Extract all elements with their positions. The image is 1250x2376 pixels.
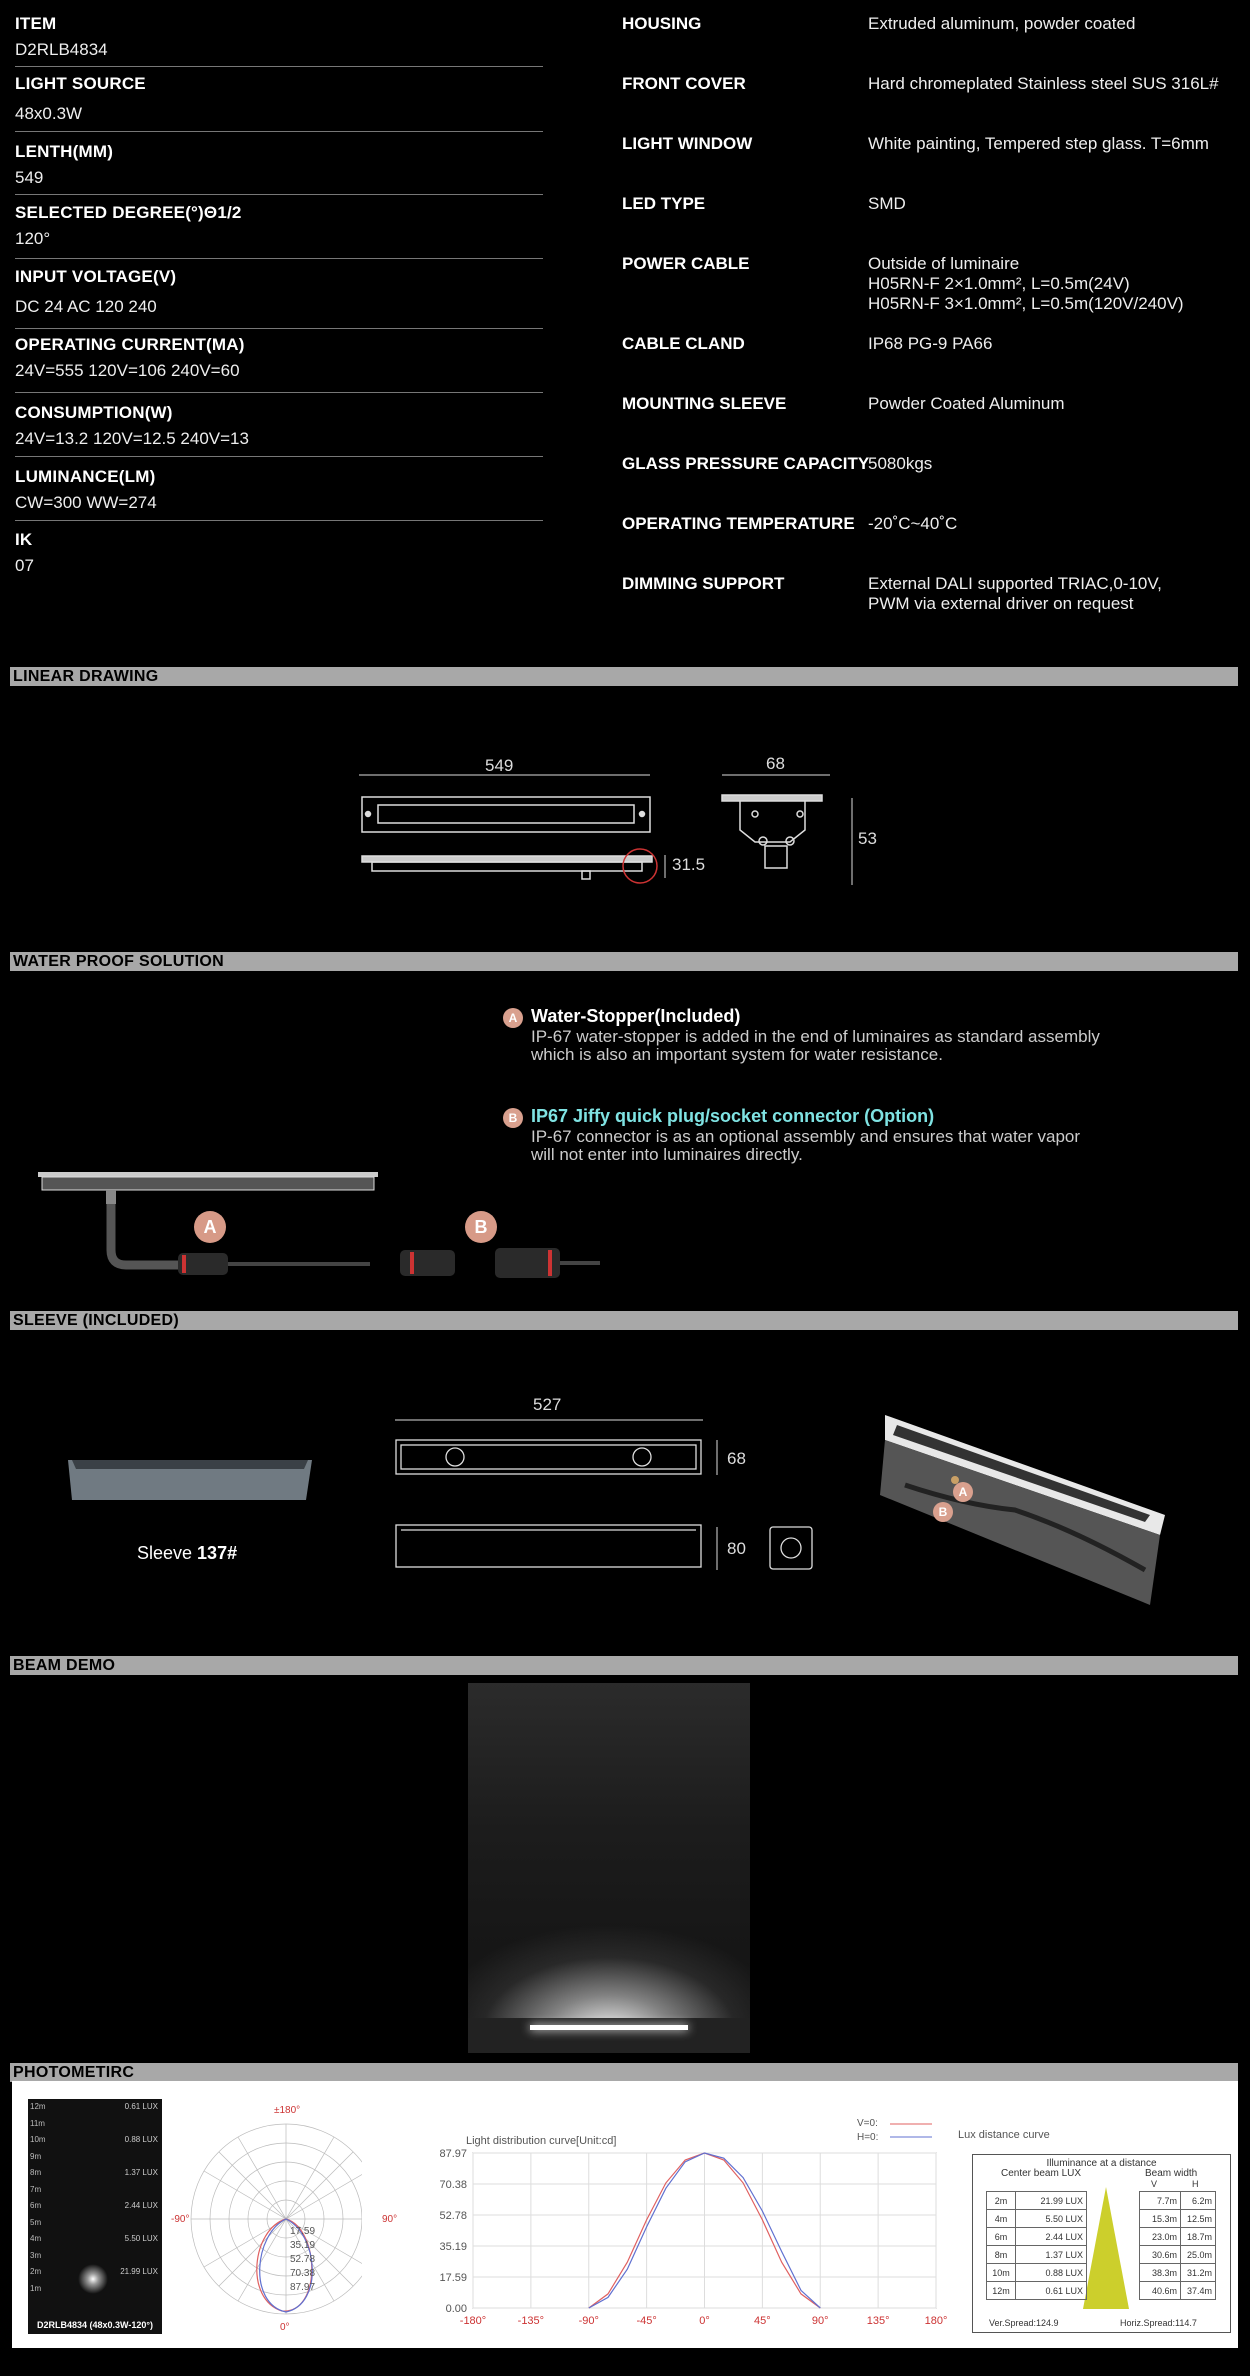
lux-value-label: 1.37 LUX <box>124 2168 158 2177</box>
table-row <box>987 2264 1216 2282</box>
spec-value: Powder Coated Aluminum <box>868 394 1065 413</box>
polar-radial-value: 35.19 <box>290 2240 316 2251</box>
y-tick-label: 70.38 <box>439 2179 467 2191</box>
table-row <box>987 2192 1216 2210</box>
table-row <box>987 2228 1216 2246</box>
spec-label: MOUNTING SLEEVE <box>622 394 787 413</box>
spec-value: 24V=13.2 120V=12.5 240V=13 <box>15 429 249 448</box>
beam-floor <box>468 2018 750 2053</box>
table-cell-d: 6m <box>987 2228 1016 2246</box>
spec-label: DIMMING SUPPORT <box>622 574 785 593</box>
section-header-beam <box>10 1656 1238 1675</box>
spec-label: OPERATING TEMPERATURE <box>622 514 855 533</box>
section-header-sleeve <box>10 1311 1238 1330</box>
lux-image <box>28 2099 162 2334</box>
spec-value: IP68 PG-9 PA66 <box>868 334 993 353</box>
lux-value-label: 2.44 LUX <box>124 2201 158 2210</box>
section-header-waterproof <box>10 952 1238 971</box>
sleeve-badge-b: B <box>933 1502 953 1522</box>
section-title: WATER PROOF SOLUTION <box>13 953 225 970</box>
spec-value: 07 <box>15 556 34 575</box>
spec-label: SELECTED DEGREE(°)Θ1/2 <box>15 203 242 222</box>
spec-item <box>15 530 541 576</box>
x-tick-label: 45° <box>754 2315 771 2327</box>
divider <box>15 131 543 132</box>
lux-scale-label: 1m <box>30 2283 42 2293</box>
divider <box>15 520 543 521</box>
polar-right-label: 90° <box>382 2214 398 2225</box>
x-tick-label: 180° <box>924 2315 948 2327</box>
table-cell-lux: 1.37 LUX <box>1016 2246 1087 2264</box>
sleeve-photo <box>60 1455 320 1505</box>
polar-radial-value: 70.38 <box>290 2268 316 2279</box>
section-title: SLEEVE (INCLUDED) <box>13 1312 179 1329</box>
spec-value: White painting, Tempered step glass. T=6mm <box>868 134 1209 153</box>
lux-table <box>986 2191 1216 2300</box>
polar-left-label: -90° <box>171 2214 190 2225</box>
spec-label: ITEM <box>15 14 57 33</box>
depth-dimension: 31.5 <box>672 855 706 874</box>
spec-item <box>15 74 541 124</box>
divider <box>15 456 543 457</box>
spec-item <box>15 14 541 60</box>
lux-image-caption: D2RLB4834 (48x0.3W-120°) <box>37 2320 153 2330</box>
spec-value: Extruded aluminum, powder coated <box>868 14 1136 33</box>
lux-scale-label: 8m <box>30 2168 42 2177</box>
x-tick-label: 0° <box>699 2315 710 2327</box>
waterproof-illustration <box>30 1165 610 1285</box>
curve-title: Light distribution curve[Unit:cd] <box>466 2135 617 2147</box>
lux-scale-label: 9m <box>30 2151 42 2161</box>
legend-lines <box>872 2117 942 2142</box>
lux-light-spot <box>78 2264 108 2294</box>
badge-a-large: A <box>194 1211 226 1243</box>
table-cell-gap <box>1087 2264 1140 2282</box>
spec-label: INPUT VOLTAGE(V) <box>15 267 177 286</box>
section-header-linear <box>10 667 1238 686</box>
table-cell-d: 10m <box>987 2264 1016 2282</box>
spec-label: OPERATING CURRENT(MA) <box>15 335 245 354</box>
spec-label: POWER CABLE <box>622 254 750 273</box>
spec-label: LUMINANCE(LM) <box>15 467 156 486</box>
ver-spread: Ver.Spread:124.9 <box>989 2318 1059 2328</box>
sleeve-drawing <box>390 1415 820 1580</box>
table-cell-v: 38.3m <box>1140 2264 1181 2282</box>
spec-value-line3: H05RN-F 3×1.0mm², L=0.5m(120V/240V) <box>868 294 1184 313</box>
badge-b-large: B <box>465 1211 497 1243</box>
spec-label: GLASS PRESSURE CAPACITY <box>622 454 870 473</box>
spec-item <box>15 467 541 513</box>
col-center-header: Center beam LUX <box>1001 2168 1082 2179</box>
section-title: BEAM DEMO <box>13 1657 116 1674</box>
lux-value-label: 0.88 LUX <box>124 2135 158 2144</box>
table-cell-gap <box>1087 2282 1140 2300</box>
water-stopper-text: IP-67 water-stopper is added in the end of luminaires as standard assembly <box>531 1027 1100 1046</box>
spec-item <box>15 203 541 249</box>
height-dimension: 53 <box>858 829 877 848</box>
table-cell-lux: 5.50 LUX <box>1016 2210 1087 2228</box>
table-cell-h: 37.4m <box>1181 2282 1216 2300</box>
table-cell-d: 2m <box>987 2192 1016 2210</box>
table-cell-h: 12.5m <box>1181 2210 1216 2228</box>
spec-label: LENTH(MM) <box>15 142 114 161</box>
spec-label: IK <box>15 530 33 549</box>
table-cell-h: 31.2m <box>1181 2264 1216 2282</box>
spec-value: Outside of luminaire <box>868 254 1020 273</box>
divider <box>15 328 543 329</box>
divider <box>15 194 543 195</box>
linear-drawing-svg <box>350 750 870 900</box>
lux-scale-label: 2m <box>30 2267 42 2276</box>
spec-value: 5080kgs <box>868 454 933 473</box>
lux-scale-label: 3m <box>30 2250 42 2260</box>
table-cell-lux: 0.88 LUX <box>1016 2264 1087 2282</box>
sleeve-caption-number: 137# <box>197 1543 238 1563</box>
x-tick-label: -45° <box>636 2315 657 2327</box>
divider <box>15 66 543 67</box>
table-cell-gap <box>1087 2228 1140 2246</box>
spec-label: CONSUMPTION(W) <box>15 403 173 422</box>
spec-label: LIGHT SOURCE <box>15 74 146 93</box>
spec-label: HOUSING <box>622 14 702 33</box>
photometric-panel <box>12 2081 1238 2348</box>
spec-value: 24V=555 120V=106 240V=60 <box>15 361 240 380</box>
spec-value: SMD <box>868 194 906 213</box>
section-title: LINEAR DRAWING <box>13 668 159 685</box>
y-tick-label: 52.78 <box>439 2210 467 2222</box>
y-tick-label: 35.19 <box>439 2241 467 2253</box>
water-stopper-title: Water-Stopper(Included) <box>531 1006 741 1026</box>
spec-value: CW=300 WW=274 <box>15 493 157 512</box>
lux-scale-label: 5m <box>30 2217 42 2227</box>
col-v-header: V <box>1151 2179 1158 2189</box>
section-header-photometric <box>10 2063 1238 2082</box>
lux-scale-label: 6m <box>30 2201 42 2210</box>
lux-scale-label: 11m <box>30 2118 45 2128</box>
spec-item <box>15 335 541 381</box>
legend-v: V=0: <box>857 2118 878 2129</box>
polar-radial-value: 17.59 <box>290 2226 316 2237</box>
lux-value-label: 0.61 LUX <box>124 2102 158 2111</box>
spec-value: DC 24 AC 120 240 <box>15 297 157 316</box>
sleeve-badge-a: A <box>953 1482 973 1502</box>
lux-scale-label: 10m <box>30 2135 46 2144</box>
connector-title: IP67 Jiffy quick plug/socket connector (Option) <box>531 1106 935 1126</box>
table-cell-v: 30.6m <box>1140 2246 1181 2264</box>
beam-glow <box>468 1793 750 2033</box>
light-distribution-chart <box>428 2141 958 2341</box>
polar-radial-value: 52.78 <box>290 2254 316 2265</box>
water-stopper-text-2: which is also an important system for water resistance. <box>531 1045 943 1064</box>
table-cell-gap <box>1087 2192 1140 2210</box>
y-tick-label: 17.59 <box>439 2272 467 2284</box>
spec-label: CABLE CLAND <box>622 334 745 353</box>
x-tick-label: -180° <box>459 2315 487 2327</box>
y-tick-label: 0.00 <box>445 2303 467 2315</box>
spec-value-line2: H05RN-F 2×1.0mm², L=0.5m(24V) <box>868 274 1130 293</box>
spec-value: D2RLB4834 <box>15 40 108 59</box>
y-tick-label: 87.97 <box>439 2148 467 2160</box>
sleeve-width: 68 <box>727 1449 746 1468</box>
spec-value: External DALI supported TRIAC,0-10V, <box>868 574 1162 593</box>
table-cell-v: 23.0m <box>1140 2228 1181 2246</box>
table-cell-h: 25.0m <box>1181 2246 1216 2264</box>
sleeve-length: 527 <box>533 1395 562 1414</box>
table-cell-v: 7.7m <box>1140 2192 1181 2210</box>
polar-bottom-label: 0° <box>280 2322 290 2333</box>
spec-value: 549 <box>15 168 44 187</box>
spec-value: 120° <box>15 229 51 248</box>
connector-text-2: will not enter into luminaires directly. <box>531 1145 803 1164</box>
table-cell-h: 18.7m <box>1181 2228 1216 2246</box>
lux-scale-label: 12m <box>30 2102 46 2111</box>
spec-value: Hard chromeplated Stainless steel SUS 316L# <box>868 74 1219 93</box>
table-cell-d: 8m <box>987 2246 1016 2264</box>
table-cell-lux: 21.99 LUX <box>1016 2192 1087 2210</box>
width-dimension: 68 <box>766 754 785 773</box>
table-cell-h: 6.2m <box>1181 2192 1216 2210</box>
length-dimension: 549 <box>485 756 514 775</box>
spec-item <box>15 403 541 449</box>
spec-label: FRONT COVER <box>622 74 746 93</box>
divider <box>15 392 543 393</box>
legend-h: H=0: <box>857 2132 879 2143</box>
table-cell-d: 4m <box>987 2210 1016 2228</box>
polar-radial-value: 87.97 <box>290 2282 316 2293</box>
col-h-header: H <box>1192 2179 1199 2189</box>
lux-distance-box <box>972 2154 1231 2333</box>
spec-value: 48x0.3W <box>15 104 83 123</box>
connector-text: IP-67 connector is as an optional assembly and ensures that water vapor <box>531 1127 1081 1146</box>
sleeve-3d-view <box>875 1410 1175 1610</box>
col-beam-header: Beam width <box>1145 2168 1198 2179</box>
table-row <box>987 2282 1216 2300</box>
section-title: PHOTOMETIRC <box>13 2064 135 2081</box>
beam-demo-image <box>468 1683 750 2053</box>
table-cell-gap <box>1087 2246 1140 2264</box>
spec-item <box>15 142 541 188</box>
table-cell-lux: 0.61 LUX <box>1016 2282 1087 2300</box>
lux-value-label: 21.99 LUX <box>120 2267 158 2276</box>
table-row <box>987 2246 1216 2264</box>
table-cell-v: 40.6m <box>1140 2282 1181 2300</box>
x-tick-label: 90° <box>811 2315 829 2327</box>
lux-distance-title: Lux distance curve <box>958 2129 1050 2141</box>
table-row <box>987 2210 1216 2228</box>
x-tick-label: 135° <box>866 2315 890 2327</box>
beam-luminaire <box>530 2025 688 2030</box>
table-cell-v: 15.3m <box>1140 2210 1181 2228</box>
spec-item <box>15 267 541 317</box>
sleeve-caption <box>137 1543 237 1564</box>
spec-value: -20˚C~40˚C <box>868 514 958 533</box>
spec-label: LED TYPE <box>622 194 706 213</box>
table-cell-lux: 2.44 LUX <box>1016 2228 1087 2246</box>
divider <box>15 258 543 259</box>
sleeve-height: 80 <box>727 1539 746 1558</box>
table-title: Illuminance at a distance <box>1046 2158 1157 2169</box>
table-cell-d: 12m <box>987 2282 1016 2300</box>
badge-b: B <box>503 1108 523 1128</box>
sleeve-caption-prefix: Sleeve <box>137 1543 198 1563</box>
lux-scale-label: 4m <box>30 2234 42 2243</box>
table-cell-gap <box>1087 2210 1140 2228</box>
polar-diagram <box>182 2099 362 2334</box>
polar-top-label: ±180° <box>274 2105 301 2116</box>
lux-scale-label: 7m <box>30 2184 42 2194</box>
spec-value-line2: PWM via external driver on request <box>868 594 1134 613</box>
spec-label: LIGHT WINDOW <box>622 134 753 153</box>
badge-a: A <box>503 1008 523 1028</box>
x-tick-label: -90° <box>578 2315 599 2327</box>
lux-value-label: 5.50 LUX <box>124 2234 158 2243</box>
x-tick-label: -135° <box>517 2315 545 2327</box>
horiz-spread: Horiz.Spread:114.7 <box>1120 2318 1197 2328</box>
